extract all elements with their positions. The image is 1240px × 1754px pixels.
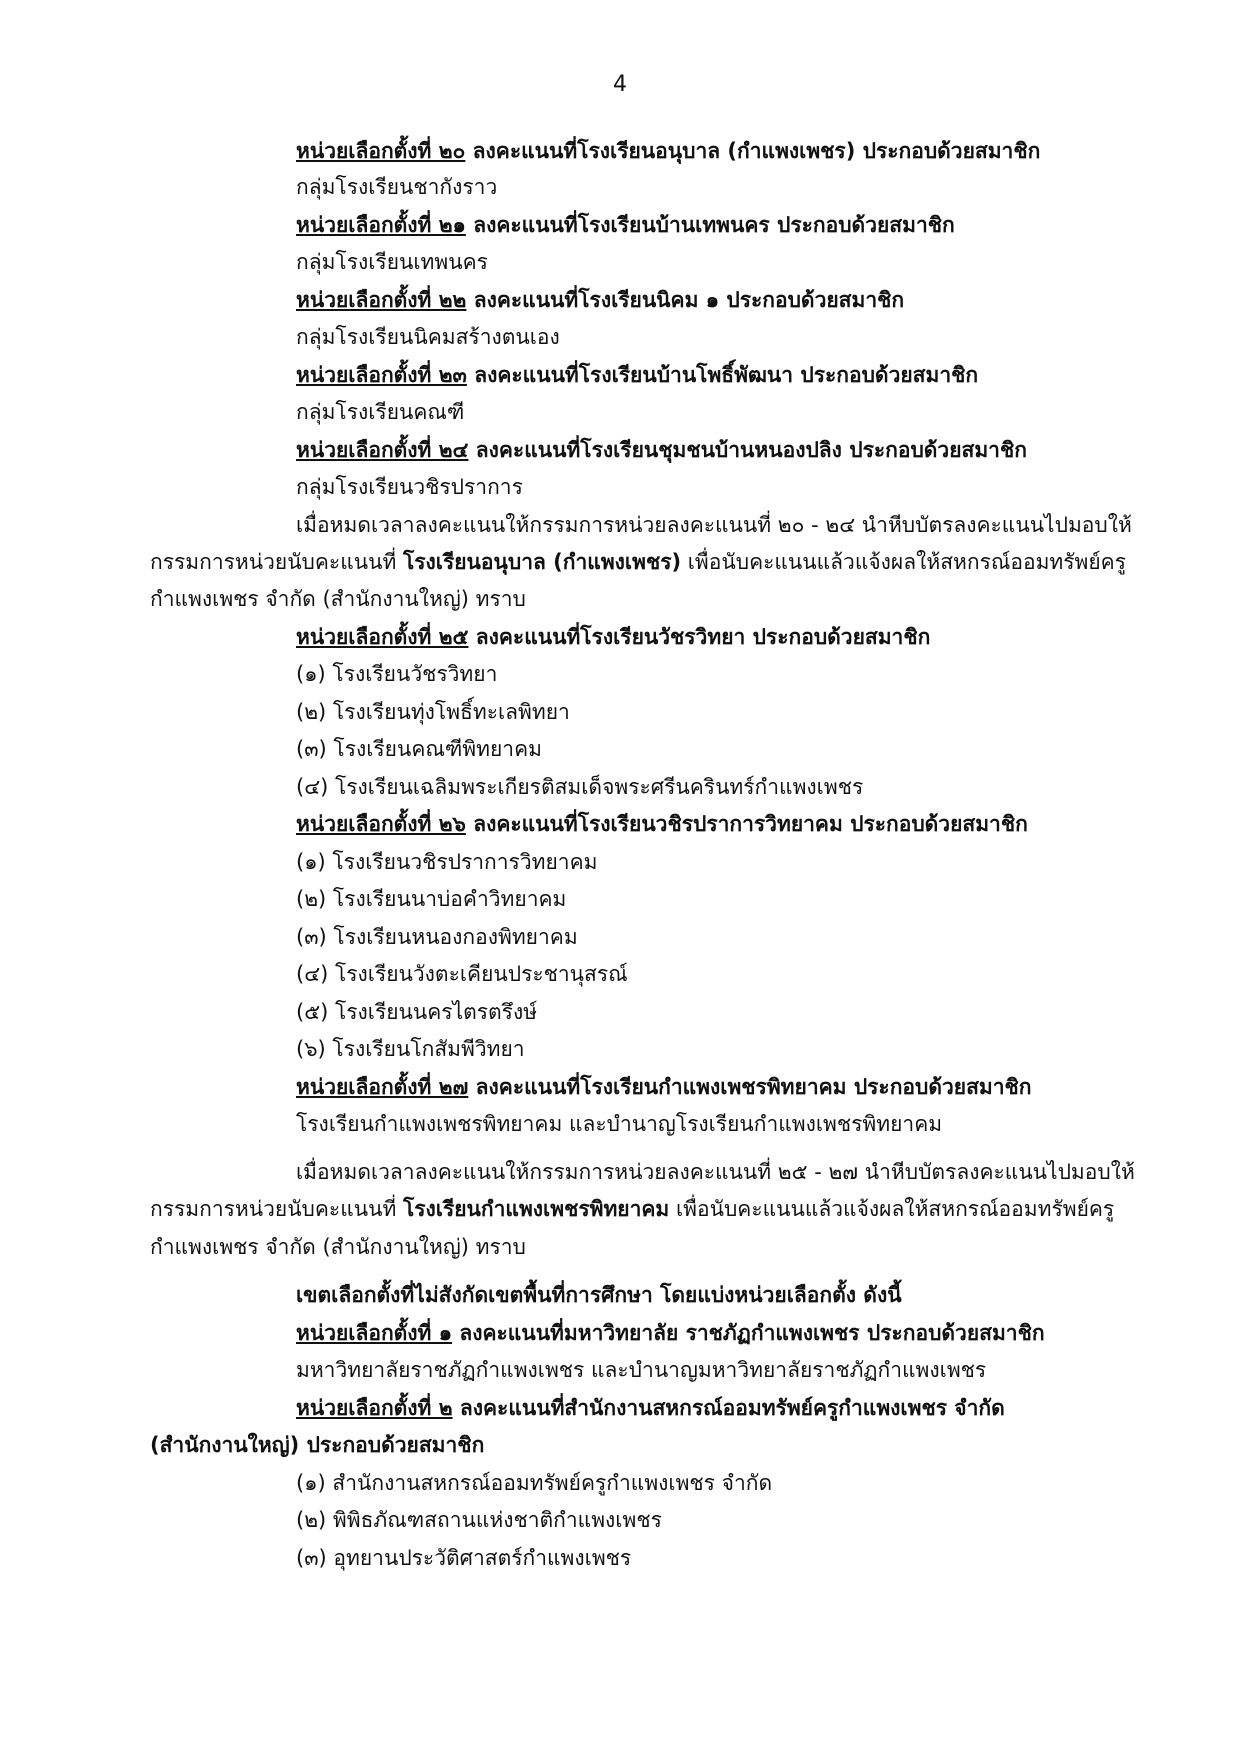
unit-23-location: ลงคะแนนที่โรงเรียนบ้านโพธิ์พัฒนา ประกอบด้วยสมาชิก: [466, 363, 979, 387]
para2-line3: กำแพงเพชร จำกัด (สำนักงานใหญ่) ทราบ: [150, 1235, 526, 1259]
para2-line1: เมื่อหมดเวลาลงคะแนนให้กรรมการหน่วยลงคะแนนที่ ๒๕ - ๒๗ นำหีบบัตรลงคะแนนไปมอบให้: [296, 1160, 1135, 1184]
unit-21-heading: [296, 210, 955, 240]
list-item: (๔) โรงเรียนเฉลิมพระเกียรติสมเด็จพระศรีนครินทร์กำแพงเพชร: [296, 775, 864, 799]
unit-22-heading: [296, 285, 904, 315]
unit-27-members: โรงเรียนกำแพงเพชรพิทยาคม และบำนาญโรงเรียนกำแพงเพชรพิทยาคม: [296, 1112, 943, 1136]
list-item: (๓) อุทยานประวัติศาสตร์กำแพงเพชร: [296, 1546, 632, 1570]
list-item: (๖) โรงเรียนโกสัมพีวิทยา: [296, 1037, 525, 1061]
non-district-unit-1-members: มหาวิทยาลัยราชภัฏกำแพงเพชร และบำนาญมหาวิทยาลัยราชภัฏกำแพงเพชร: [296, 1358, 987, 1382]
unit-27-location: ลงคะแนนที่โรงเรียนกำแพงเพชรพิทยาคม ประกอบด้วยสมาชิก: [468, 1075, 1032, 1099]
unit-22-location: ลงคะแนนที่โรงเรียนนิคม ๑ ประกอบด้วยสมาชิก: [466, 288, 905, 312]
para1-line1: เมื่อหมดเวลาลงคะแนนให้กรรมการหน่วยลงคะแนนที่ ๒๐ - ๒๔ นำหีบบัตรลงคะแนนไปมอบให้: [296, 513, 1132, 537]
unit-26-heading: [296, 809, 1028, 839]
para1-line2: [150, 547, 1126, 577]
unit-22-members: กลุ่มโรงเรียนนิคมสร้างตนเอง: [296, 325, 560, 349]
list-item: (๔) โรงเรียนวังตะเคียนประชานุสรณ์: [296, 962, 628, 986]
list-item: (๓) โรงเรียนคณฑีพิทยาคม: [296, 737, 542, 761]
unit-24-members: กลุ่มโรงเรียนวชิรปราการ: [296, 475, 523, 499]
unit-20-location: ลงคะแนนที่โรงเรียนอนุบาล (กำแพงเพชร) ประกอบด้วยสมาชิก: [465, 139, 1041, 163]
unit-27-label: หน่วยเลือกตั้งที่ ๒๗: [296, 1075, 469, 1099]
unit-21-location: ลงคะแนนที่โรงเรียนบ้านเทพนคร ประกอบด้วยสมาชิก: [465, 213, 955, 237]
unit-26-label: หน่วยเลือกตั้งที่ ๒๖: [296, 812, 466, 836]
para2-counting-venue: โรงเรียนกำแพงเพชรพิทยาคม: [402, 1197, 670, 1221]
para2-line2: [150, 1194, 1114, 1224]
para1-counting-venue: โรงเรียนอนุบาล (กำแพงเพชร): [402, 550, 682, 574]
district-heading: เขตเลือกตั้งที่ไม่สังกัดเขตพื้นที่การศึกษา โดยแบ่งหน่วยเลือกตั้ง ดังนี้: [296, 1283, 902, 1307]
unit-25-label: หน่วยเลือกตั้งที่ ๒๕: [296, 625, 469, 649]
unit-25-location: ลงคะแนนที่โรงเรียนวัชรวิทยา ประกอบด้วยสมาชิก: [468, 625, 931, 649]
list-item: (๕) โรงเรียนนครไตรตรึงษ์: [296, 1000, 538, 1024]
unit-24-heading: [296, 435, 1027, 465]
unit-27-heading: [296, 1072, 1032, 1102]
non-district-unit-2-location: ลงคะแนนที่สำนักงานสหกรณ์ออมทรัพย์ครูกำแพงเพชร จำกัด: [452, 1396, 1005, 1420]
unit-25-heading: [296, 622, 930, 652]
unit-21-members: กลุ่มโรงเรียนเทพนคร: [296, 250, 488, 274]
unit-26-location: ลงคะแนนที่โรงเรียนวชิรปราการวิทยาคม ประกอบด้วยสมาชิก: [465, 812, 1028, 836]
para2-line2-pre: กรรมการหน่วยนับคะแนนที่: [150, 1197, 403, 1221]
list-item: (๓) โรงเรียนหนองกองพิทยาคม: [296, 925, 578, 949]
page-number: 4: [613, 72, 627, 97]
unit-20-members: กลุ่มโรงเรียนชากังราว: [296, 175, 498, 199]
list-item: (๒) โรงเรียนนาบ่อคำวิทยาคม: [296, 887, 567, 911]
list-item: (๒) โรงเรียนทุ่งโพธิ์ทะเลพิทยา: [296, 700, 570, 724]
list-item: (๒) พิพิธภัณฑสถานแห่งชาติกำแพงเพชร: [296, 1508, 662, 1532]
non-district-unit-2-label: หน่วยเลือกตั้งที่ ๒: [296, 1396, 453, 1420]
para1-line3: กำแพงเพชร จำกัด (สำนักงานใหญ่) ทราบ: [150, 587, 526, 611]
non-district-unit-2-heading-cont: (สำนักงานใหญ่) ประกอบด้วยสมาชิก: [150, 1433, 485, 1457]
para1-line2-pre: กรรมการหน่วยนับคะแนนที่: [150, 550, 403, 574]
unit-22-label: หน่วยเลือกตั้งที่ ๒๒: [296, 288, 467, 312]
non-district-unit-1-heading: [296, 1318, 1045, 1348]
unit-23-heading: [296, 360, 978, 390]
unit-20-label: หน่วยเลือกตั้งที่ ๒๐: [296, 139, 466, 163]
unit-24-location: ลงคะแนนที่โรงเรียนชุมชนบ้านหนองปลิง ประกอบด้วยสมาชิก: [468, 438, 1027, 462]
non-district-unit-2-heading: [296, 1393, 1005, 1423]
unit-21-label: หน่วยเลือกตั้งที่ ๒๑: [296, 213, 466, 237]
list-item: (๑) สำนักงานสหกรณ์ออมทรัพย์ครูกำแพงเพชร จำกัด: [296, 1471, 773, 1495]
para2-line2-post: เพื่อนับคะแนนแล้วแจ้งผลให้สหกรณ์ออมทรัพย์ครู: [669, 1197, 1115, 1221]
unit-24-label: หน่วยเลือกตั้งที่ ๒๔: [296, 438, 469, 462]
para1-line2-post: เพื่อนับคะแนนแล้วแจ้งผลให้สหกรณ์ออมทรัพย์ครู: [681, 550, 1127, 574]
unit-23-members: กลุ่มโรงเรียนคณฑี: [296, 400, 465, 424]
non-district-unit-1-location: ลงคะแนนที่มหาวิทยาลัย ราชภัฏกำแพงเพชร ประกอบด้วยสมาชิก: [452, 1321, 1045, 1345]
non-district-unit-1-label: หน่วยเลือกตั้งที่ ๑: [296, 1321, 453, 1345]
unit-20-heading: [296, 136, 1040, 166]
list-item: (๑) โรงเรียนวชิรปราการวิทยาคม: [296, 850, 598, 874]
unit-23-label: หน่วยเลือกตั้งที่ ๒๓: [296, 363, 467, 387]
list-item: (๑) โรงเรียนวัชรวิทยา: [296, 662, 498, 686]
